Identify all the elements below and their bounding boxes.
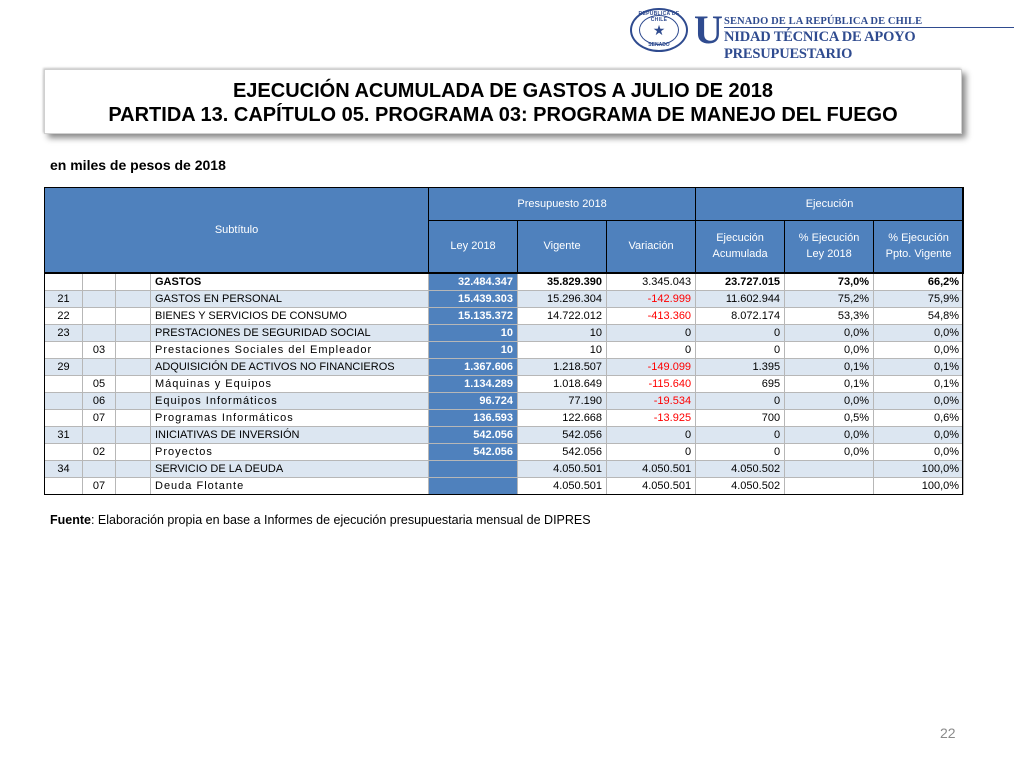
cell-ejecucion: 1.395 [696,358,785,375]
cell-subtitulo: 34 [45,460,83,477]
cell-ejecucion: 8.072.174 [696,307,785,324]
cell-item: 03 [83,341,116,358]
cell-variacion: -413.360 [607,307,696,324]
cell-blank [116,341,151,358]
logo-divider [724,27,1014,28]
cell-pct-vigente: 100,0% [874,477,964,494]
header-pct-ley [785,221,874,273]
cell-pct-ley [785,460,874,477]
logo-initial-letter: U [694,7,723,52]
cell-subtitulo [45,477,83,494]
cell-variacion: 4.050.501 [607,477,696,494]
header-pct-ley-line2: Ley 2018 [806,248,852,261]
cell-item: 02 [83,443,116,460]
cell-pct-vigente: 66,2% [874,273,964,291]
cell-ley: 542.056 [429,443,518,460]
cell-item [83,358,116,375]
cell-item: 07 [83,409,116,426]
header-ejec-acumulada-line1: Ejecución [716,232,764,245]
cell-ley: 96.724 [429,392,518,409]
cell-variacion: 0 [607,324,696,341]
table-row [45,341,964,358]
cell-variacion: -149.099 [607,358,696,375]
table-row [45,273,964,291]
header-pct-ley-line1: % Ejecución [798,232,860,245]
cell-pct-ley: 0,0% [785,392,874,409]
cell-ejecucion: 23.727.015 [696,273,785,291]
cell-ejecucion: 0 [696,392,785,409]
cell-item: 05 [83,375,116,392]
cell-blank [116,290,151,307]
cell-pct-ley: 0,0% [785,324,874,341]
cell-blank [116,477,151,494]
cell-vigente: 1.018.649 [518,375,607,392]
header-presupuesto: Presupuesto 2018 [429,188,696,221]
cell-subtitulo: 22 [45,307,83,324]
header-pct-vigente-line2: Ppto. Vigente [885,248,952,261]
cell-item: 07 [83,477,116,494]
cell-blank [116,375,151,392]
cell-item [83,273,116,291]
cell-ejecucion: 0 [696,341,785,358]
cell-pct-vigente: 0,6% [874,409,964,426]
cell-pct-vigente: 0,0% [874,426,964,443]
cell-ejecucion: 11.602.944 [696,290,785,307]
cell-ley [429,460,518,477]
header-ejecucion: Ejecución [696,188,964,221]
cell-variacion: 0 [607,341,696,358]
cell-pct-ley: 0,0% [785,443,874,460]
cell-name: Programas Informáticos [151,409,429,426]
cell-name: Deuda Flotante [151,477,429,494]
cell-item [83,460,116,477]
cell-blank [116,273,151,291]
cell-item: 06 [83,392,116,409]
cell-subtitulo [45,392,83,409]
cell-subtitulo: 31 [45,426,83,443]
cell-subtitulo [45,341,83,358]
cell-vigente: 77.190 [518,392,607,409]
cell-item [83,290,116,307]
cell-name: BIENES Y SERVICIOS DE CONSUMO [151,307,429,324]
seal-bottom-text: SENADO [648,42,670,48]
table-row [45,426,964,443]
cell-name: SERVICIO DE LA DEUDA [151,460,429,477]
logo-senado-text: SENADO DE LA REPÚBLICA DE CHILE [724,16,923,27]
cell-pct-ley: 0,5% [785,409,874,426]
cell-pct-ley: 0,0% [785,341,874,358]
cell-item [83,307,116,324]
cell-pct-vigente: 0,1% [874,358,964,375]
header-variacion: Variación [607,221,696,273]
cell-pct-vigente: 0,0% [874,443,964,460]
cell-subtitulo [45,375,83,392]
table-row [45,324,964,341]
cell-vigente: 542.056 [518,443,607,460]
cell-variacion: 3.345.043 [607,273,696,291]
cell-vigente: 122.668 [518,409,607,426]
table-row [45,290,964,307]
cell-name: ADQUISICIÓN DE ACTIVOS NO FINANCIEROS [151,358,429,375]
cell-name: Equipos Informáticos [151,392,429,409]
cell-vigente: 15.296.304 [518,290,607,307]
cell-ley: 15.135.372 [429,307,518,324]
cell-name: GASTOS EN PERSONAL [151,290,429,307]
header-subtitulo: Subtítulo [45,188,429,273]
star-icon: ★ [652,22,666,38]
cell-subtitulo [45,273,83,291]
cell-blank [116,426,151,443]
table-row [45,392,964,409]
cell-variacion: 4.050.501 [607,460,696,477]
cell-pct-vigente: 0,1% [874,375,964,392]
cell-pct-ley: 0,0% [785,426,874,443]
cell-pct-ley [785,477,874,494]
senado-seal-logo [630,8,688,52]
cell-ley: 32.484.347 [429,273,518,291]
cell-vigente: 14.722.012 [518,307,607,324]
cell-ejecucion: 0 [696,443,785,460]
cell-vigente: 542.056 [518,426,607,443]
cell-pct-vigente: 75,9% [874,290,964,307]
cell-blank [116,307,151,324]
source-label: Fuente [50,513,91,527]
cell-subtitulo [45,409,83,426]
header-vigente: Vigente [518,221,607,273]
cell-pct-ley: 73,0% [785,273,874,291]
cell-variacion: 0 [607,443,696,460]
cell-blank [116,392,151,409]
cell-ley [429,477,518,494]
cell-vigente: 4.050.501 [518,477,607,494]
cell-pct-ley: 0,1% [785,358,874,375]
cell-ejecucion: 4.050.502 [696,460,785,477]
table-row [45,409,964,426]
table-row [45,358,964,375]
header-ejec-acumulada-line2: Acumulada [712,248,768,261]
page-title: EJECUCIÓN ACUMULADA DE GASTOS A JULIO DE 2018 [232,80,774,102]
cell-pct-vigente: 0,0% [874,324,964,341]
cell-vigente: 35.829.390 [518,273,607,291]
cell-name: INICIATIVAS DE INVERSIÓN [151,426,429,443]
cell-ley: 136.593 [429,409,518,426]
logo-unidad-text: NIDAD TÉCNICA DE APOYO PRESUPUESTARIO [724,29,916,62]
cell-blank [116,409,151,426]
cell-ley: 542.056 [429,426,518,443]
cell-blank [116,324,151,341]
cell-pct-ley: 0,1% [785,375,874,392]
table-row [45,443,964,460]
units-label: en miles de pesos de 2018 [50,157,226,173]
title-box [44,69,962,134]
cell-ley: 1.367.606 [429,358,518,375]
cell-ejecucion: 700 [696,409,785,426]
cell-variacion: -115.640 [607,375,696,392]
table-row [45,460,964,477]
header-pct-vigente-line1: % Ejecución [888,232,949,245]
cell-ejecucion: 0 [696,426,785,443]
cell-ejecucion: 4.050.502 [696,477,785,494]
cell-name: GASTOS [151,273,429,291]
header-ley: Ley 2018 [429,221,518,273]
cell-vigente: 1.218.507 [518,358,607,375]
cell-pct-ley: 53,3% [785,307,874,324]
cell-name: Proyectos [151,443,429,460]
cell-variacion: -13.925 [607,409,696,426]
cell-blank [116,443,151,460]
cell-variacion: -142.999 [607,290,696,307]
cell-blank [116,460,151,477]
cell-ejecucion: 695 [696,375,785,392]
table-row [45,375,964,392]
cell-vigente: 4.050.501 [518,460,607,477]
cell-vigente: 10 [518,341,607,358]
page-number: 22 [940,725,956,741]
header-ejec-acumulada [696,221,785,273]
header-pct-vigente [874,221,964,273]
cell-pct-vigente: 100,0% [874,460,964,477]
cell-pct-vigente: 54,8% [874,307,964,324]
cell-pct-ley: 75,2% [785,290,874,307]
source-text: : Elaboración propia en base a Informes de ejecución presupuestaria mensual de DIPRES [90,513,591,527]
cell-ley: 15.439.303 [429,290,518,307]
source-note [50,513,591,527]
cell-pct-vigente: 0,0% [874,392,964,409]
cell-variacion: 0 [607,426,696,443]
cell-subtitulo: 29 [45,358,83,375]
cell-name: Prestaciones Sociales del Empleador [151,341,429,358]
cell-subtitulo: 23 [45,324,83,341]
cell-vigente: 10 [518,324,607,341]
cell-ejecucion: 0 [696,324,785,341]
cell-pct-vigente: 0,0% [874,341,964,358]
table-row [45,307,964,324]
cell-ley: 10 [429,341,518,358]
cell-name: PRESTACIONES DE SEGURIDAD SOCIAL [151,324,429,341]
cell-variacion: -19.534 [607,392,696,409]
cell-ley: 10 [429,324,518,341]
cell-ley: 1.134.289 [429,375,518,392]
cell-blank [116,358,151,375]
page-subtitle: PARTIDA 13. CAPÍTULO 05. PROGRAMA 03: PROGRAMA DE MANEJO DEL FUEGO [108,104,898,126]
cell-subtitulo [45,443,83,460]
cell-item [83,324,116,341]
table-row [45,477,964,494]
seal-top-text: REPÚBLICA DE CHILE [638,11,680,23]
budget-execution-table [44,187,964,495]
cell-subtitulo: 21 [45,290,83,307]
cell-item [83,426,116,443]
cell-name: Máquinas y Equipos [151,375,429,392]
